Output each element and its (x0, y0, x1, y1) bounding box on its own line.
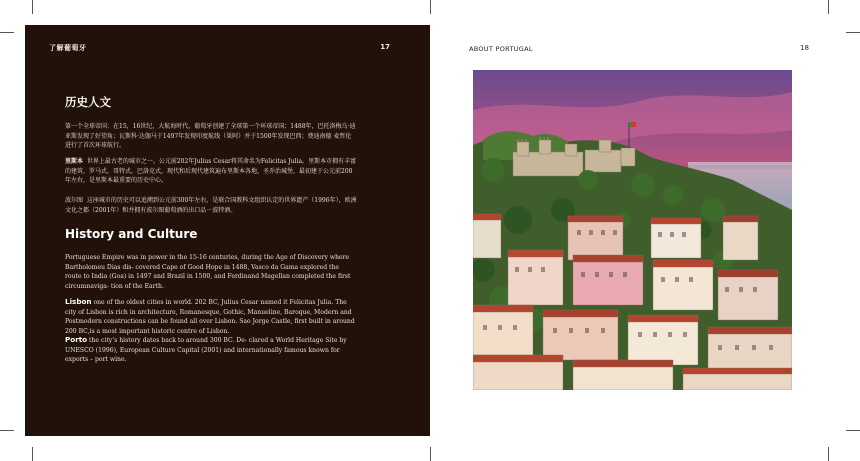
page-header: 了解葡萄牙 (49, 44, 87, 52)
page-number-right: 18 (800, 44, 809, 52)
lisbon-castle-photo (473, 70, 792, 390)
en-lisbon-paragraph (65, 297, 357, 336)
zh-porto-paragraph (65, 196, 357, 215)
crop-mark (0, 32, 14, 33)
zh-lisbon-paragraph (65, 157, 357, 186)
zh-intro-paragraph: 第一个全球帝国：在15，16世纪，大航海时代，葡萄牙创建了全球第一个环球帝国；1488年，巴托洛梅乌·迪亚斯发现了好望角；瓦斯科·达伽马于1497年发现印度航线（果阿）并于1500年发现巴西；费迪南德 麦哲伦进行了首次环球航行。 (65, 123, 356, 150)
zh-section-title: 历史人文 (65, 95, 111, 109)
crop-mark (32, 447, 33, 461)
zh-lisbon-text: 世界上最古老的城市之一。公元前202年Julius Cesar将其命名为Felicitas Julia。里斯本市拥有丰富的建筑，罗马式，哥特式，巴洛克式，现代和后现代建筑遍布里斯本各地，圣乔治城堡，最初建于公元前200年左右，是里斯本最重要的历史中心。 (65, 158, 357, 185)
zh-porto-text: 这座城市的历史可以追溯到公元前300年左右，是联合国教科文组织认定的世界遗产（1996年），欧洲文化之都（2001年）和并拥有波尔图葡萄酒的出口品－波特酒。 (65, 197, 357, 214)
en-intro-paragraph: Portuguese Empire was in power in the 15-16 centuries, during the Age of Discovery where Bartholomeu Dias dis- covered Cape of Good Hope in 1488, Vasco da Gama explored the route to India (Goa) in 1497 and Brazil in 1500, and Ferdinand Magellan completed the first circumnaviga- tion of the Earth. (65, 254, 351, 290)
crop-mark (32, 0, 33, 14)
en-porto-paragraph (65, 335, 357, 365)
zh-porto-label: 波尔图 (65, 197, 84, 204)
en-lisbon-text: one of the oldest cities in world. 202 BC, Julius Cesar named it Felicitas Julia. The city of Lisbon is rich in architecture, Romanesque, Gothic, Manueline, Baroque, Modern and Postmodern constructions can be found all over Lisbon. Sao Jorge Castle, first built in around 200 BC,is a most important historic centre of Lisbon. (65, 299, 355, 335)
en-lisbon-label: Lisbon (65, 297, 92, 306)
zh-lisbon-label: 里斯本 (65, 158, 84, 165)
en-porto-text: the city’s history dates back to around 300 BC. De- clared a World Heritage Site by UNESCO (1996), European Culture Capital (2001) and internationally famous known for exports – port wine. (65, 337, 347, 363)
crop-mark (0, 430, 14, 431)
page-number: 17 (380, 43, 390, 51)
crop-mark (828, 447, 829, 461)
crop-mark (846, 430, 860, 431)
crop-mark (430, 447, 431, 461)
en-section-title: History and Culture (65, 227, 198, 241)
crop-mark (828, 0, 829, 14)
crop-mark (430, 0, 431, 14)
page-header-right: ABOUT PORTUGAL (469, 45, 533, 53)
en-porto-label: Porto (65, 335, 88, 344)
crop-mark (846, 32, 860, 33)
